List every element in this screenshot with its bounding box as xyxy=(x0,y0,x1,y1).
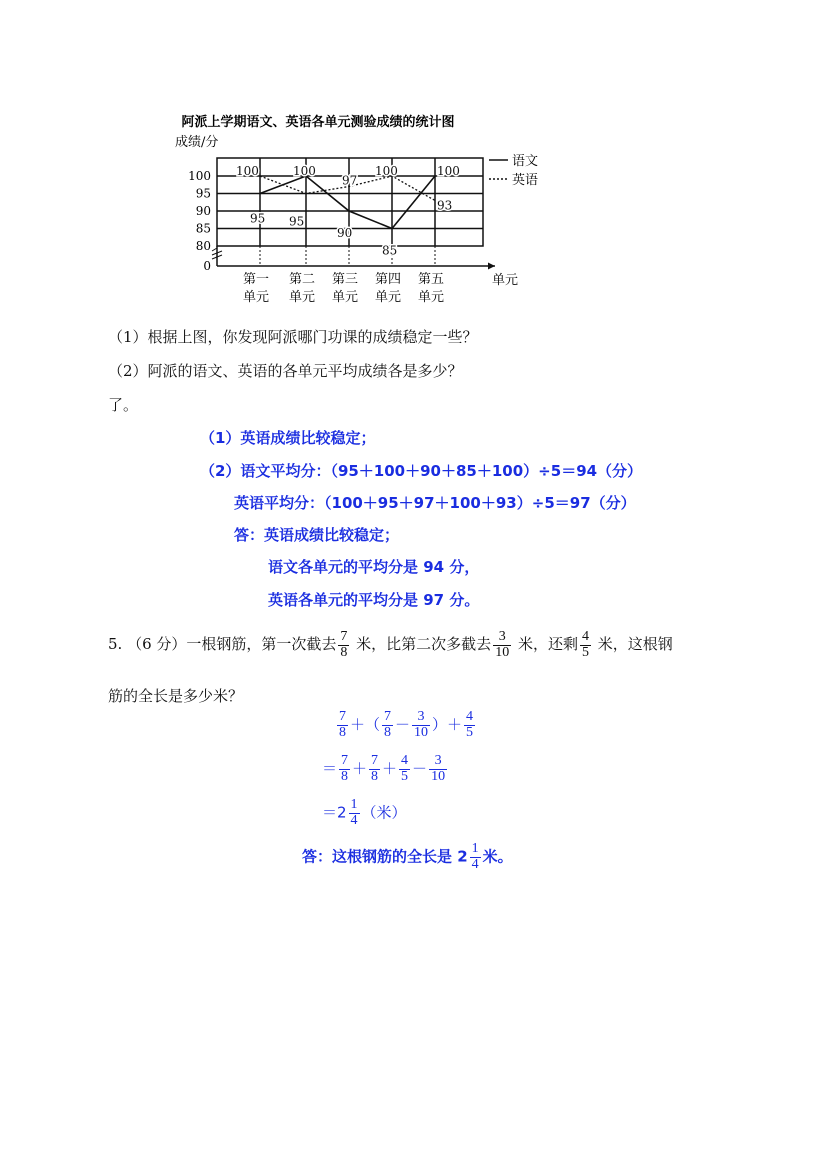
data-label: 90 xyxy=(337,226,353,240)
solution-line-1: $\frac{7}{8}$ ＋（ $\frac{7}{8}$ － $\frac{3}{10}$ ）＋ $\frac{4}{5}$ xyxy=(339,709,474,740)
x-tick-label: 单元 xyxy=(242,290,270,305)
problem-5 xyxy=(108,626,673,662)
data-label: 100 xyxy=(236,164,259,178)
data-label: 95 xyxy=(250,211,266,226)
p5-text-3: 米，还剩 xyxy=(513,635,578,653)
solution-line-2: ＝ $\frac{7}{8}$ ＋ $\frac{7}{8}$ ＋ $\frac{4}{5}$ － $\frac{3}{10}$ xyxy=(322,753,446,784)
question-1: （1）根据上图，你发现阿派哪门功课的成绩稳定一些？ xyxy=(108,328,478,346)
chart-legend xyxy=(489,154,538,188)
x-tick-label: 第一 xyxy=(242,272,270,287)
chart-xticks xyxy=(243,272,444,305)
data-label: 93 xyxy=(437,198,453,213)
x-axis-arrow xyxy=(488,263,495,270)
p5-text-4: 米，这根钢 xyxy=(592,635,673,653)
answer-6: 英语各单元的平均分是 97 分。 xyxy=(268,591,480,609)
y-tick-label: 95 xyxy=(195,186,211,201)
chart-title: 阿派上学期语文、英语各单元测验成绩的统计图 xyxy=(181,115,455,130)
x-tick-label: 单元 xyxy=(288,290,316,305)
chart-yticks xyxy=(188,169,211,273)
y-tick-label: 100 xyxy=(188,169,211,183)
data-label: 85 xyxy=(382,243,398,258)
y-tick-label: 80 xyxy=(195,239,211,253)
solution-line-3: ＝2 $\frac{1}{4}$ （米） xyxy=(322,797,407,828)
y-tick-label: 0 xyxy=(203,259,211,273)
data-label: 100 xyxy=(293,164,316,178)
chart-xlabel: 单元 xyxy=(492,273,519,288)
solution-answer: 答：这根钢筋的全长是 2 $\frac{1}{4}$ 米。 xyxy=(302,841,513,872)
x-tick-label: 单元 xyxy=(374,290,402,305)
x-tick-label: 单元 xyxy=(331,290,359,305)
x-tick-label: 第二 xyxy=(288,272,316,287)
fraction-4-5: $\frac{4}{5}$ xyxy=(581,628,589,660)
p5-text-2: 米，比第二次多截去 xyxy=(351,635,492,653)
answer-1: （1）英语成绩比较稳定； xyxy=(200,429,376,447)
question-tail: 了。 xyxy=(108,396,139,414)
problem-5-line-2: 筋的全长是多少米？ xyxy=(108,687,244,705)
x-tick-label: 第四 xyxy=(374,272,402,287)
answer-5: 语文各单元的平均分是 94 分， xyxy=(268,558,480,576)
question-2: （2）阿派的语文、英语的各单元平均成绩各是多少？ xyxy=(108,362,463,380)
chart-ylabel: 成绩/分 xyxy=(175,135,219,150)
answer-2: （2）语文平均分：（95＋100＋90＋85＋100）÷5＝94（分） xyxy=(200,462,643,480)
answer-4: 答：英语成绩比较稳定； xyxy=(234,526,400,544)
data-label: 97 xyxy=(342,173,358,188)
legend-label: 英语 xyxy=(512,173,539,188)
y-tick-label: 85 xyxy=(195,221,211,236)
y-tick-label: 90 xyxy=(195,204,211,218)
data-label: 100 xyxy=(437,164,460,178)
x-tick-label: 单元 xyxy=(417,290,445,305)
data-label: 95 xyxy=(289,214,305,229)
fraction-3-10: $\frac{3}{10}$ xyxy=(495,628,510,660)
legend-label: 语文 xyxy=(512,154,539,169)
fraction-7-8: $\frac{7}{8}$ xyxy=(340,628,348,660)
x-tick-label: 第三 xyxy=(331,272,359,287)
data-label: 100 xyxy=(375,164,398,178)
x-tick-label: 第五 xyxy=(417,272,445,287)
chart-axes xyxy=(212,243,495,270)
p5-text-1: 5. （6 分）一根钢筋，第一次截去 xyxy=(108,635,337,653)
answer-3: 英语平均分：（100＋95＋97＋100＋93）÷5＝97（分） xyxy=(234,494,636,512)
